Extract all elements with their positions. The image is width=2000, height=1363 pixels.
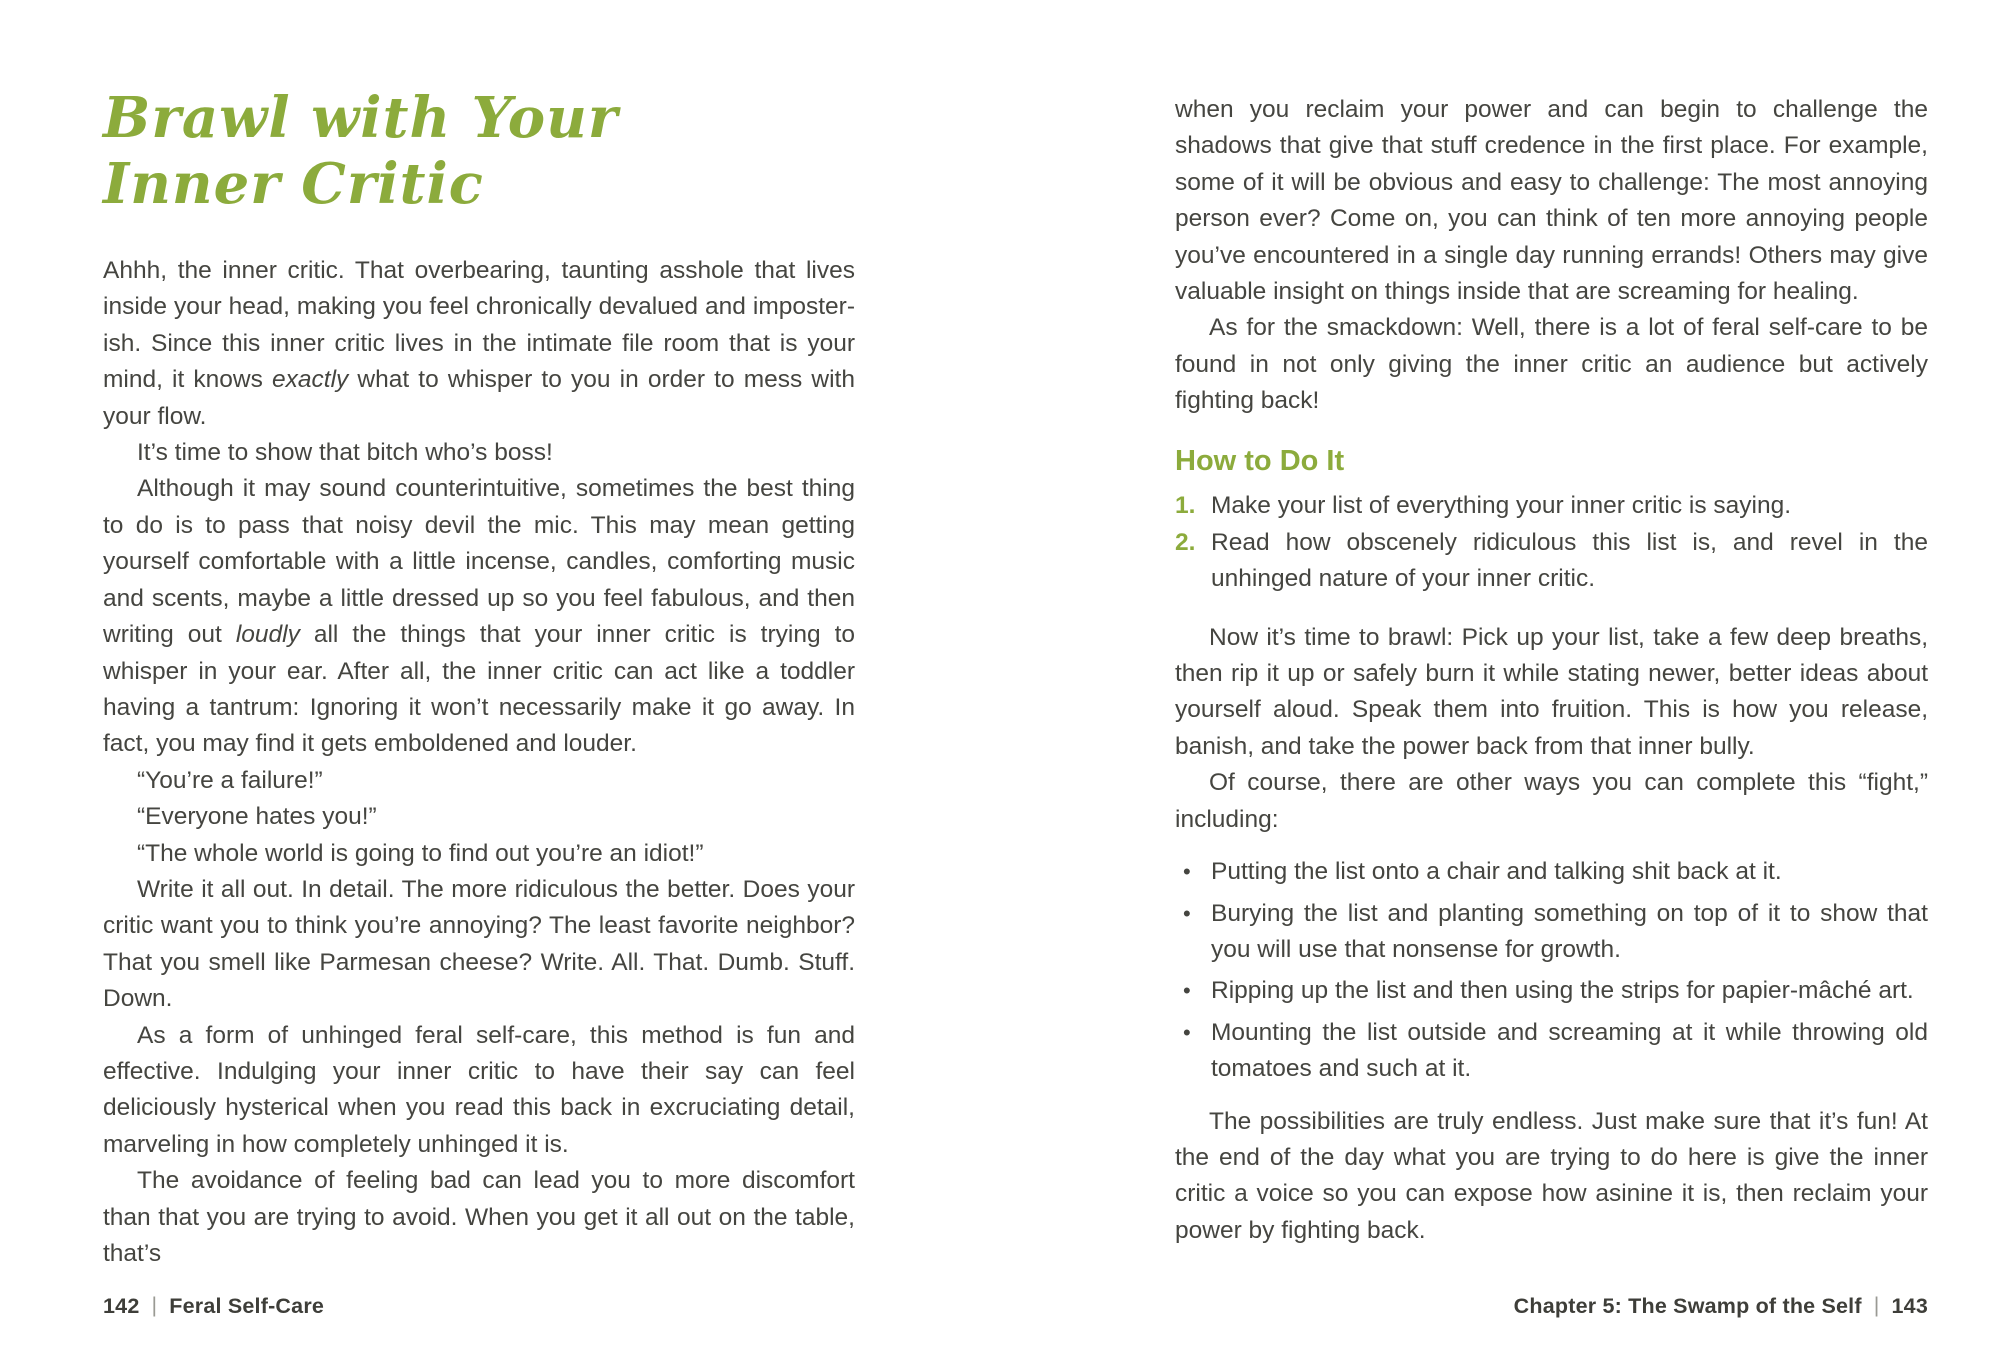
right-page-middle <box>1175 620 1928 838</box>
text-run: Although it may sound counterintuitive, sometimes the best thing to do is to pass that noisy devil the mic. This may mean getting yourself comfortable with a little incense, candles, comforting music and scents, maybe a little dressed up so you feel fabulous, and then writing out <box>103 475 855 649</box>
text-run: “You’re a failure!” <box>137 766 323 794</box>
paragraph <box>1175 765 1928 838</box>
paragraph <box>103 836 855 872</box>
bullet-list <box>1175 854 1928 1087</box>
bullet-glyph: • <box>1183 900 1191 926</box>
paragraph <box>103 872 855 1018</box>
list-item-text: Read how obscenely ridiculous this list is, and revel in the unhinged nature of your inner critic. <box>1211 528 1928 593</box>
bullet-item <box>1175 973 1928 1009</box>
bullet-glyph: • <box>1183 1019 1191 1045</box>
list-item-text: Putting the list onto a chair and talking shit back at it. <box>1211 858 1782 886</box>
right-page-closing <box>1175 1104 1928 1250</box>
text-run: Of course, there are other ways you can complete this “fight,” including: <box>1175 769 1928 833</box>
list-item-text: Mounting the list outside and screaming at it while throwing old tomatoes and such at it. <box>1211 1018 1928 1083</box>
right-page-intro <box>1175 0 1928 420</box>
bullet-item <box>1175 896 1928 969</box>
paragraph <box>103 799 855 835</box>
how-to-do-it-heading: How to Do It <box>1175 444 1345 477</box>
numbered-steps-list <box>1175 488 1928 597</box>
left-page-body <box>103 253 855 1272</box>
list-item-text: Burying the list and planting something on top of it to show that you will use that nonsense for growth. <box>1211 899 1928 963</box>
text-run: As for the smackdown: Well, there is a lot of feral self-care to be found in not only giving the inner critic an audience but actively fighting back! <box>1175 314 1928 415</box>
bullet-glyph: • <box>1183 978 1191 1004</box>
paragraph <box>103 435 855 471</box>
page-right <box>1175 0 1928 1363</box>
emphasized-text: exactly <box>272 366 349 394</box>
paragraph <box>1175 92 1928 310</box>
text-run: The avoidance of feeling bad can lead you to more discomfort than that you are trying to avoid. When you get it all out on the table, that’s <box>103 1167 855 1267</box>
section-title-line-1: Brawl with Your <box>103 85 619 151</box>
text-run: what to whisper to you in order to mess with your flow. <box>103 366 855 430</box>
paragraph <box>103 1163 855 1272</box>
step-number: 1. <box>1175 492 1196 520</box>
text-run: Ahhh, the inner critic. That overbearing, taunting asshole that lives inside your head, making you feel chronically devalued and imposter-ish. Since this inner critic lives in the intimate file room that is your mind, it knows <box>103 257 855 394</box>
text-run: “Everyone hates you!” <box>137 803 377 831</box>
step-item <box>1175 488 1928 524</box>
text-run: when you reclaim your power and can begin to challenge the shadows that give that stuff credence in the first place. For example, some of it will be obvious and easy to challenge: The most annoying person ever? Come on, you can think of ten more annoying people you’ve encountered in a single day running errands! Others may give valuable insight on things inside that are screaming for healing. <box>1175 96 1928 306</box>
page-number-right: 143 <box>1891 1294 1928 1318</box>
bullet-item <box>1175 1015 1928 1088</box>
footer-separator: | <box>151 1293 158 1317</box>
running-title-right: Chapter 5: The Swamp of the Self <box>1513 1294 1862 1318</box>
list-item-text: Ripping up the list and then using the strips for papier-mâché art. <box>1211 977 1914 1005</box>
text-run: The possibilities are truly endless. Just make sure that it’s fun! At the end of the day what you are trying to do here is give the inner critic a voice so you can expose how asinine it is, then reclaim your power by fighting back. <box>1175 1107 1928 1244</box>
paragraph <box>103 253 855 435</box>
right-page-footer <box>1175 1294 1928 1319</box>
left-page-footer <box>103 1294 855 1319</box>
paragraph <box>1175 310 1928 419</box>
footer-separator: | <box>1873 1293 1880 1317</box>
text-run: “The whole world is going to find out you’re an idiot!” <box>137 839 704 867</box>
text-run: It’s time to show that bitch who’s boss! <box>137 439 553 467</box>
paragraph <box>103 1018 855 1164</box>
paragraph <box>1175 1104 1928 1250</box>
text-run: Now it’s time to brawl: Pick up your list, take a few deep breaths, then rip it up or safely burn it while stating newer, better ideas about yourself aloud. Speak them into fruition. This is how you release, banish, and take the power back from that inner bully. <box>1175 623 1928 760</box>
bullet-item <box>1175 854 1928 890</box>
section-title-line-2: Inner Critic <box>103 150 484 217</box>
page-left <box>103 0 855 1363</box>
text-run: all the things that your inner critic is trying to whisper in your ear. After all, the inner critic can act like a toddler having a tantrum: Ignoring it won’t necessarily make it go away. In fact, you may find it gets emboldened and louder. <box>103 621 855 758</box>
list-item-text: Make your list of everything your inner critic is saying. <box>1211 492 1792 520</box>
paragraph <box>1175 620 1928 766</box>
step-item <box>1175 525 1928 598</box>
emphasized-text: loudly <box>235 621 300 649</box>
text-run: As a form of unhinged feral self-care, this method is fun and effective. Indulging your inner critic to have their say can feel deliciously hysterical when you read this back in excruciating detail, marveling in how completely unhinged it is. <box>103 1021 855 1158</box>
running-title-left: Feral Self-Care <box>169 1294 325 1318</box>
paragraph <box>103 471 855 762</box>
step-number: 2. <box>1175 528 1196 556</box>
text-run: Write it all out. In detail. The more ridiculous the better. Does your critic want you to think you’re annoying? The least favorite neighbor? That you smell like Parmesan cheese? Write. All. That. Dumb. Stuff. Down. <box>103 875 855 1013</box>
paragraph <box>103 763 855 799</box>
section-title <box>103 86 855 217</box>
bullet-glyph: • <box>1183 859 1191 885</box>
page-number-left: 142 <box>103 1294 140 1318</box>
